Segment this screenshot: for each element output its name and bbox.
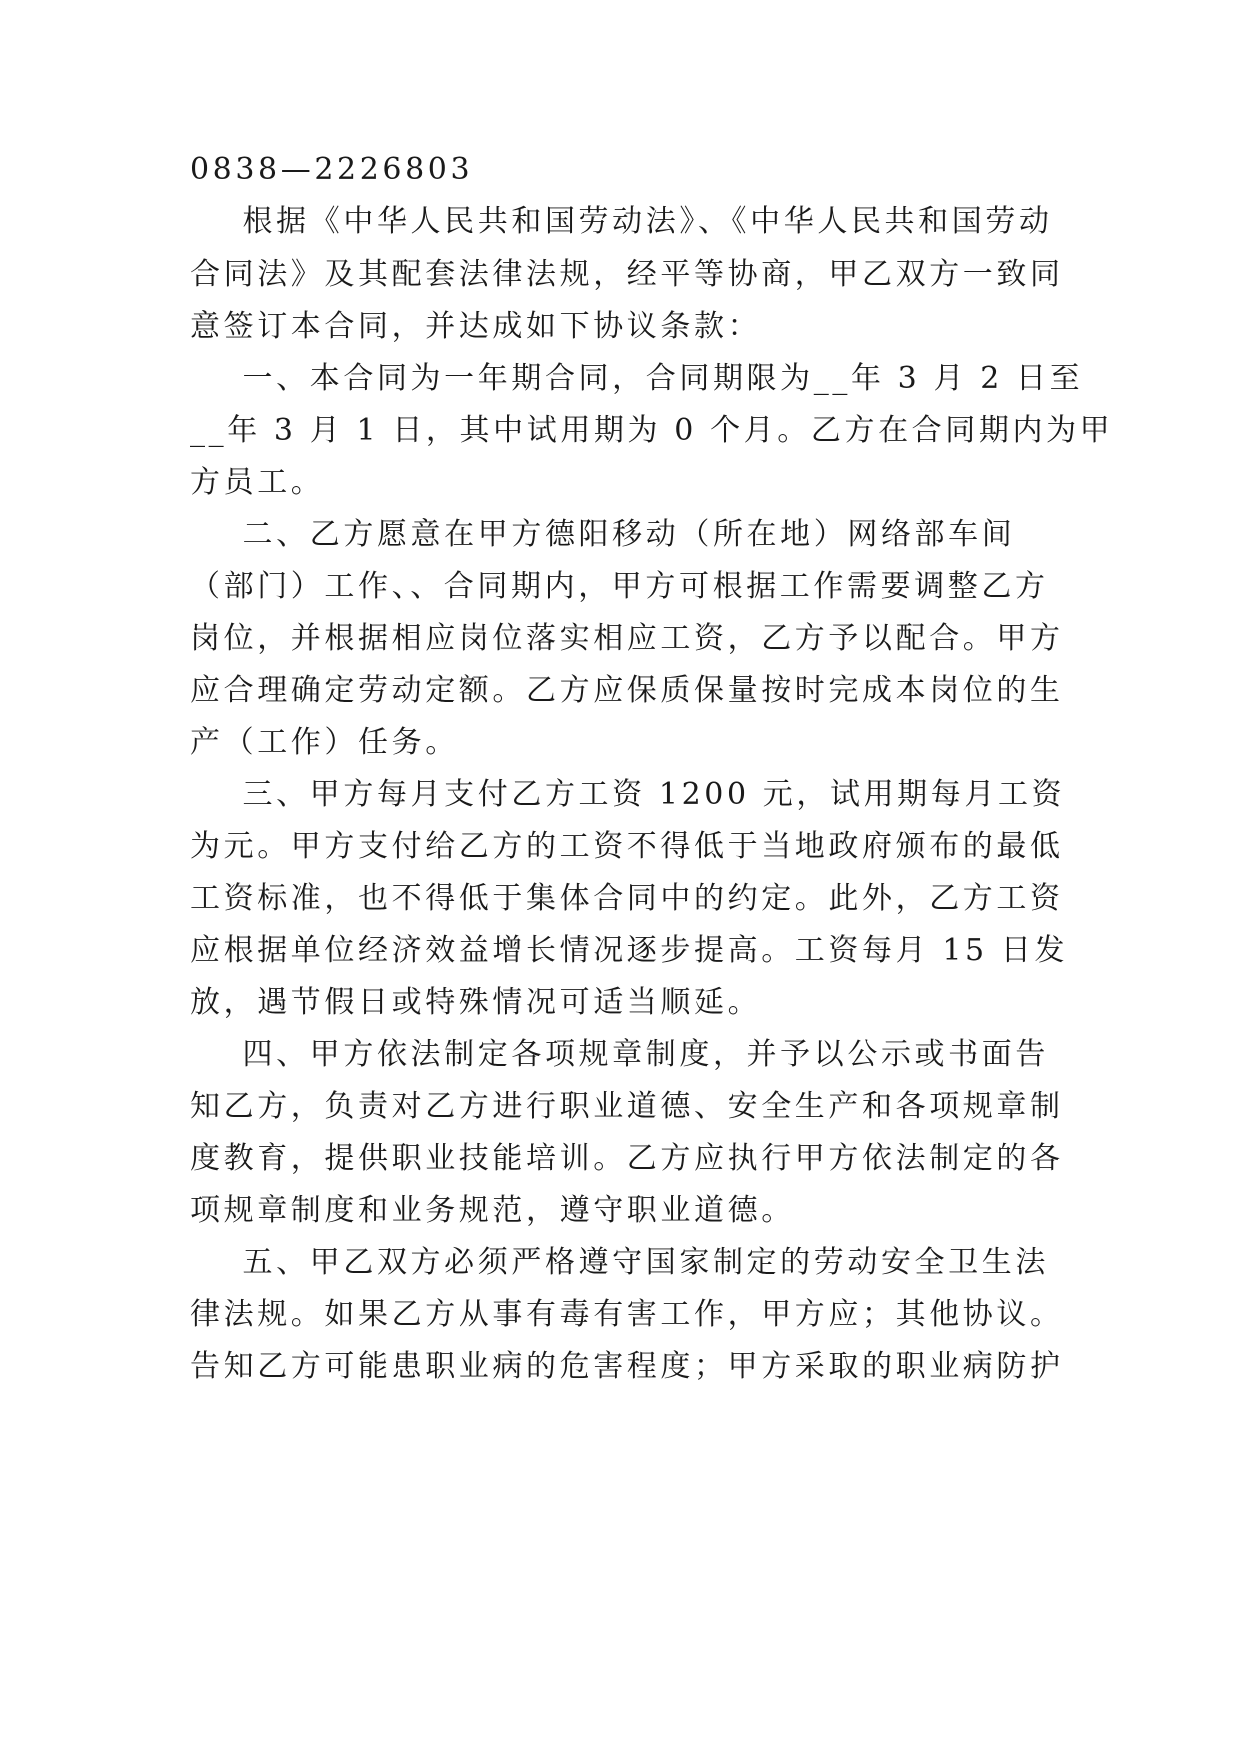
paragraph-line: 律法规。如果乙方从事有毒有害工作，甲方应；其他协议。 (190, 1297, 1064, 1332)
paragraph-line: 根据《中华人民共和国劳动法》、《中华人民共和国劳动 (190, 204, 1053, 239)
phone-number: 0838—2226803 (190, 152, 474, 187)
paragraph-line: 为元。甲方支付给乙方的工资不得低于当地政府颁布的最低 (190, 829, 1064, 864)
paragraph-line: 应合理确定劳动定额。乙方应保质保量按时完成本岗位的生 (190, 673, 1064, 708)
paragraph-line: 工资标准，也不得低于集体合同中的约定。此外，乙方工资 (190, 881, 1064, 916)
paragraph-line: 方员工。 (190, 465, 325, 500)
paragraph-line: 产（工作）任务。 (190, 725, 459, 760)
paragraph-line: 一、本合同为一年期合同，合同期限为__年 3 月 2 日至 (190, 361, 1084, 396)
paragraph-line: 合同法》及其配套法律法规，经平等协商，甲乙双方一致同 (190, 257, 1064, 292)
paragraph-line: 三、甲方每月支付乙方工资 1200 元，试用期每月工资 (190, 777, 1066, 812)
paragraph-line: 四、甲方依法制定各项规章制度，并予以公示或书面告 (190, 1037, 1049, 1072)
paragraph-line: 岗位，并根据相应岗位落实相应工资，乙方予以配合。甲方 (190, 621, 1064, 656)
paragraph-line: （部门）工作、、合同期内，甲方可根据工作需要调整乙方 (190, 569, 1049, 604)
paragraph-line: 放，遇节假日或特殊情况可适当顺延。 (190, 985, 762, 1020)
paragraph-line: __年 3 月 1 日，其中试用期为 0 个月。乙方在合同期内为甲 (190, 413, 1114, 448)
paragraph-line: 度教育，提供职业技能培训。乙方应执行甲方依法制定的各 (190, 1141, 1064, 1176)
paragraph-line: 应根据单位经济效益增长情况逐步提高。工资每月 15 日发 (190, 933, 1069, 968)
paragraph-line: 告知乙方可能患职业病的危害程度；甲方采取的职业病防护 (190, 1349, 1064, 1384)
paragraph-line: 意签订本合同，并达成如下协议条款： (190, 309, 762, 344)
paragraph-line: 知乙方，负责对乙方进行职业道德、安全生产和各项规章制 (190, 1089, 1064, 1124)
paragraph-line: 五、甲乙双方必须严格遵守国家制定的劳动安全卫生法 (190, 1245, 1049, 1280)
paragraph-line: 二、乙方愿意在甲方德阳移动（所在地）网络部车间 (190, 517, 1016, 552)
paragraph-line: 项规章制度和业务规范，遵守职业道德。 (190, 1193, 795, 1228)
